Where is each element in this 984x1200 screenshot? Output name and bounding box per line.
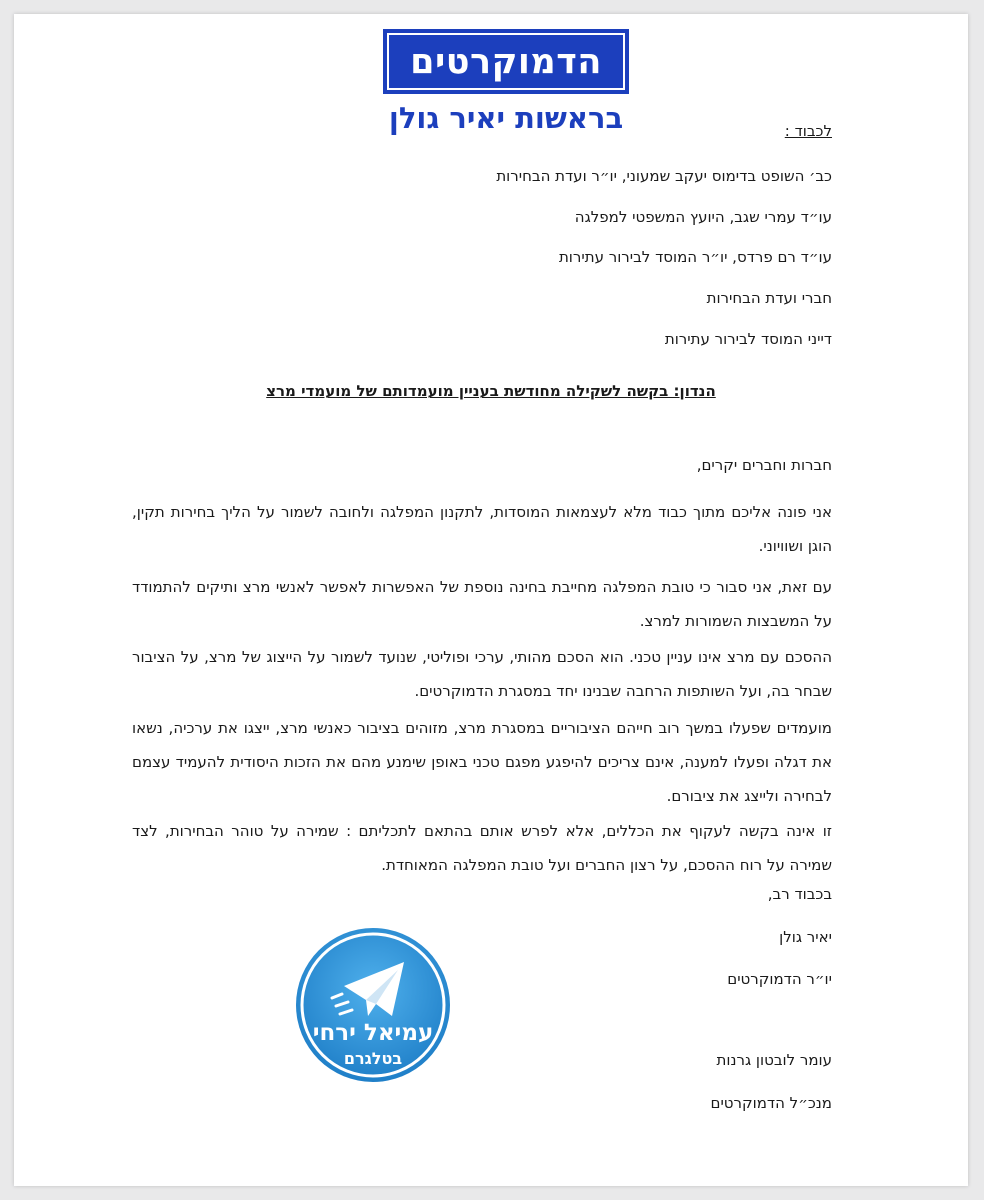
paragraph-5: זו אינה בקשה לעקוף את הכללים, אלא לפרש אותם בהתאם לתכליתם : שמירה על טוהר הבחירות, לצד שמירה על רוח ההסכם, על רצון החברים ועל טובת המפלגה המאוחדת. <box>132 822 832 874</box>
recipient-2: עו״ד עמרי שגב, היועץ המשפטי למפלגה <box>574 208 832 226</box>
to-label: לכבוד : <box>784 122 832 140</box>
signer-title: יו״ר הדמוקרטים <box>727 970 832 988</box>
logo-title: הדמוקרטים <box>410 42 602 82</box>
paragraph-1: אני פונה אליכם מתוך כבוד מלא לעצמאות המוסדות, לתקנון המפלגה ולחובה לשמור על הליך בחירות תקין, הוגן ושוויוני. <box>132 503 832 555</box>
second-signer-name: עומר לובטון גרנות <box>716 1051 832 1069</box>
recipient-1: כב׳ השופט בדימוס יעקב שמעוני, יו״ר ועדת הבחירות <box>496 167 832 185</box>
signer-name: יאיר גולן <box>779 928 832 946</box>
stamp-subtext: בטלגרם <box>343 1049 403 1068</box>
greeting: חברות וחברים יקרים, <box>696 456 832 474</box>
paragraph-3: ההסכם עם מרצ אינו עניין טכני. הוא הסכם מהותי, ערכי ופוליטי, שנועד לשמור על הייצוג של מרצ, על הציבור שבחר בה, ועל השותפות הרחבה שבנינו יחד במסגרת הדמוקרטים. <box>132 648 832 700</box>
telegram-watermark-stamp <box>292 924 454 1086</box>
paragraph-2: עם זאת, אני סבור כי טובת המפלגה מחייבת בחינה נוספת של האפשרות לאפשר לאנשי מרצ ותיקים להתמודד על המשבצות השמורות למרצ. <box>132 578 832 630</box>
recipient-5: דייני המוסד לבירור עתירות <box>664 330 832 348</box>
recipient-4: חברי ועדת הבחירות <box>706 289 832 307</box>
closing: בכבוד רב, <box>767 885 832 903</box>
logo-subtitle: בראשות יאיר גולן <box>388 101 624 135</box>
subject-line: הנדון: בקשה לשקילה מחודשת בעניין מועמדותם של מועמדי מרצ <box>266 382 716 400</box>
stamp-name: עמיאל ירחי <box>312 1020 434 1046</box>
second-signer-title: מנכ״ל הדמוקרטים <box>710 1094 832 1112</box>
paragraph-4: מועמדים שפעלו במשך רוב חייהם הציבוריים במסגרת מרצ, מזוהים בציבור כאנשי מרצ, ייצגו את ערכיה, נשאו את דגלה ופעלו למענה, אינם צריכים להיפגע מפגם טכני באופן שימנע מהם את הזכות היסודית להעמיד עצמם לבחירה ולייצג את ציבורם. <box>132 719 832 805</box>
letter-page <box>14 14 968 1186</box>
party-logo <box>383 29 629 94</box>
recipient-3: עו״ד רם פרדס, יו״ר המוסד לבירור עתירות <box>558 248 832 266</box>
